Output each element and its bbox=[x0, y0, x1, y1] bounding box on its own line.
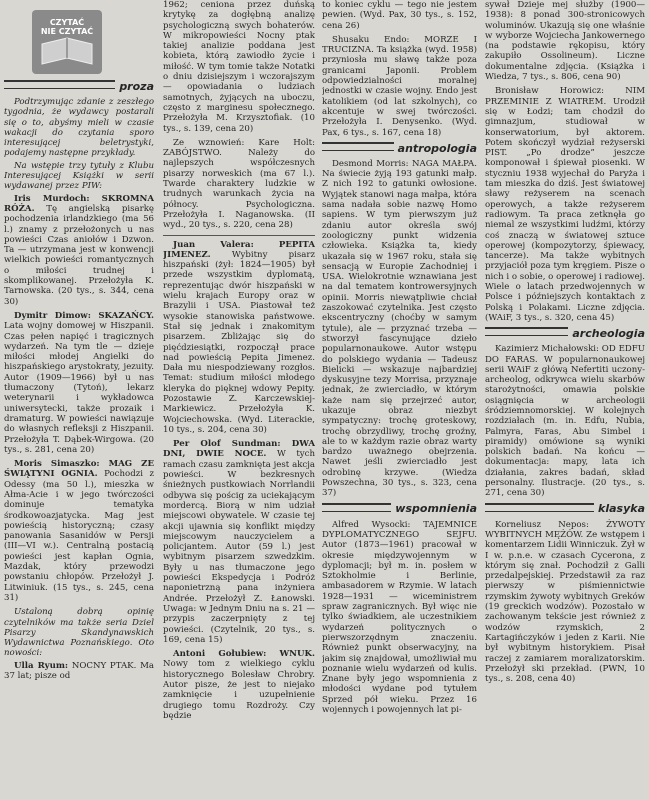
reissue-paragraph: Ze wznowień: Kare Holt: ZABÓJSTWO. Należy do najlepszych współczesnych pisarzy norweskich (ma 67 l.). Twarde charaktery ludzkie w trudnych warunkach życia na północy. Psychologiczna. Przełożyła I. Naganowska. (II wyd., 20 tys., s. 220, cena 28) bbox=[163, 137, 315, 231]
column-4 bbox=[485, 0, 645, 800]
book-entry bbox=[163, 240, 315, 436]
continued-paragraph: 1962; ceniona przez duńską krytykę za dogłębną analizę psychologiczną swych bohaterów. W mikropowieści Nocny ptak takiej analizie poddana jest kobieta, którą zawiodło życie i miłość. W tym tomie także Notatki o dniu dzisiejszym i wczorajszym — opowiadania o ludziach samotnych, żyjących na uboczu, często z marginesu społecznego. Przełożyła M. Krzysztofiak. (10 tys., s. 139, cena 20) bbox=[163, 0, 315, 134]
book-entry bbox=[163, 439, 315, 645]
book-entry: Alfred Wysocki: TAJEMNICE DYPLOMATYCZNEGO SEJFU. Autor (1873—1961) pracował w okresie międzywojennym w dyplomacji; był m. in. posłem w Sztokholmie i Berlinie, ambasadorem w Rzymie. W latach 1928—1931 — wiceministrem spraw zagranicznych. Był więc nie tylko świadkiem, ale uczestnikiem wydarzeń politycznych o pierwszorzędnym znaczeniu. Również punkt obserwacyjny, na jakim się znajdował, umożliwiał mu poznanie wielu wydarzeń od kulis. Znane były jego wspomnienia z młodości wydane pod tytułem Sprzed pół wieku. Przez 16 wojennych i powojennych lat pi- bbox=[322, 519, 477, 715]
entry-body: Tę angielską pisarkę pochodzenia irlandzkiego (ma 56 l.) znamy z przełożonych u nas powieści Czas aniołów i Dzwon. Ta — utrzymana jest w konwencji wielkich powieści romantycznych o miłości trudnej i skomplikowanej. Przełożyła K. Tarnowska. (20 tys., s. 344, cena 30) bbox=[4, 203, 154, 307]
entry-heading: Ulla Ryum: bbox=[14, 660, 69, 671]
column-2 bbox=[163, 0, 315, 800]
section-label: wspomnienia bbox=[395, 502, 477, 516]
book-entry bbox=[163, 649, 315, 721]
continued-paragraph: sywał Dzieje mej służby (1900—1938): 8 ponad 300-stronicowych woluminów. Ukazują się one właśnie w wyborze Wojciecha Jankowernego (na podstawie rękopisu, który zakupiło Ossolineum). Liczne dokumentalne zdjęcia. (Książka i Wiedza, 7 tys., s. 806, cena 90) bbox=[485, 0, 645, 83]
column-3 bbox=[322, 0, 477, 800]
intro-paragraph-2: Na wstępie trzy tytuły z Klubu Interesującej Książki w serii wydawanej przez PIW: bbox=[4, 160, 154, 192]
book-entry: Korneliusz Nepos: ŻYWOTY WYBITNYCH MĘŻÓW. Ze wstępem i komentarzem Lidii Winniczuk. Żył w I w. p.n.e. w czasach Cycerona, z którym się znał. Pochodził z Galli przedalpejskiej. Przedstawił za raz pierwszy w piśmiennictwie rzymskim żywoty wybitnych Greków (19 greckich wodzów). Pozostało w zachowanym tekście jest również z wodzów rzymskich, 2 Kartagińczyków i jeden z Karii. Nie był wybitnym historykiem. Pisał raczej z zamiarem moralizatorskim. Przełożył ski przekład. (PWN, 10 tys., s. 208, cena 40) bbox=[485, 519, 645, 685]
section-header-klasyka bbox=[485, 503, 645, 515]
entry-heading: Juan Valera: PEPITA JIMENEZ. bbox=[163, 239, 315, 260]
entry-body: W tych ramach czasu zamknięta jest akcja powieści. W bezkresnych śnieżnych pustkowiach Norrlandii odbywa się pościg za uciekającym mordercą. Biorą w nim udział miejscowi obywatele. W czasie tej akcji ujawnia się konflikt między miejscowym nauczycielem a policjantem. Autor (59 l.) jest wybitnym pisarzem szwedzkim. Były u nas tłumaczone jego powieści Ekspedycja i Podróż naponietrzną pana inżyniera Andrée. Przełożył Z. Łanowski. Uwaga: w Jednym Dniu na s. 21 — przypis zaczerpnięty z tej powieści. (Czytelnik, 20 tys., s. 169, cena 15) bbox=[163, 449, 315, 645]
entry-body: Lata wojny domowej w Hiszpanii. Czas pełen napięć i tragicznych wydarzeń. Na tym tle — dzieje miłości młodej Angielki do hiszpańskiego arystokraty, jezuity. Autor (1909—1966) był u nas tłumaczony (Tytoń), lekarz weterynarii i wykładowca uniwersytecki, także prozaik i dramaturg. W powieści nawiązuje do własnych refleksji z Hiszpanii. Przełożyła T. Dąbek-Wirgowa. (20 tys., s. 281, cena 20) bbox=[4, 321, 154, 455]
book-entry bbox=[4, 661, 154, 682]
book-entry bbox=[4, 459, 154, 603]
continued-paragraph: to koniec cyklu — tego nie jestem pewien. (Wyd. Pax, 30 tys., s. 152, cena 26) bbox=[322, 0, 477, 31]
entry-heading: Per Olof Sundman: DWA DNI, DWIE NOCE. bbox=[163, 439, 315, 460]
section-header-archeologia bbox=[485, 327, 645, 339]
section-label: proza bbox=[119, 79, 154, 93]
book-entry: Kazimierz Michałowski: OD EDFU DO FARAS. W popularnonaukowej serii WAiF z główą Nefertiti uczony-archeolog, odkrywca wielu skarbów starożytności, omawia polskie osiągnięcia w archeologii śródziemnomorskiej. W kolejnych rozdziałach (m. in. Edfu, Nubia, Palmyra, Faras, Abu Simbel i piramidy) omówione są wyniki polskich badań. Na końcu — dokumentacja: mapy, lata ich działania, zakres badań, skład personalny. Ilustracje. (20 tys., s. 271, cena 30) bbox=[485, 344, 645, 499]
section-label: archeologia bbox=[572, 326, 645, 340]
outro-paragraph: Ustaloną dobrą opinię czytelników ma także seria Dziel Pisarzy Skandynawskich Wydawnictwa Poznańskiego. Oto nowości: bbox=[4, 607, 154, 659]
czytac-logo bbox=[32, 10, 102, 74]
section-label: klasyka bbox=[598, 502, 645, 516]
entry-heading: Moris Simaszko: MAG ZE ŚWIĄTYNI OGNIA. bbox=[4, 459, 154, 480]
entry-body: Pochodzi z Odessy (ma 50 l.), mieszka w Ałma-Acie i w jego twórczości dominuje tematyka środkowoazjatycka. Mag jest powieścią historyczną; czasy panowania Sasanidów w Persji (III—VI w.). Centralną postacią powieści jest kapłan Ognia, Mazdak, który przewodzi powstaniu chłopów. Przełożył J. Litwiniuk. (15 tys., s. 245, cena 31) bbox=[4, 469, 154, 603]
column-1 bbox=[4, 0, 154, 800]
book-entry: Shusaku Endo: MORZE I TRUCIZNA. Ta książka (wyd. 1958) przyniosła mu sławę także poza granicami Japonii. Problem odpowiedzialności moralnej jednostki w czasie wojny. Endo jest katolikiem (od lat szkolnych), co akcentuje w swej twórczości. Przełożyła I. Denysenko. (Wyd. Pax, 6 tys., s. 167, cena 18) bbox=[322, 34, 477, 138]
section-header-wspomnienia bbox=[322, 503, 477, 515]
entry-body: Wybitny pisarz hiszpański (żył: 1824—1905) był przede wszystkim dyplomatą, reprezentując dwór hiszpański w wielu krajach Europy oraz w Brazylii i USA. Piastował też wysokie stanowiska państwowe. Stał się jednak i znakomitym pisarzem. Zbliżając się do pięćdziesiątki, rozpoczął prace nad powieścią Pepita Jimenez. Dała mu niespodziewany rozgłos. Temat: studium miłości młodego kleryka do pięknej wdowy Pepity. Pozostawie Z. Karczewskiej-Markiewicz. Przełożyła K. Wojciechowska. (Wyd. Literackie, 10 tys., s. 204, cena 30) bbox=[163, 249, 315, 435]
entry-body: Nowy tom z wielkiego cyklu historycznego Bolesław Chrobry. Autor pisze, że jest to niejako zamknięcie i uzupełnienie drugiego tomu Rozdroży. Czy będzie bbox=[163, 659, 315, 721]
section-label: antropologia bbox=[397, 141, 477, 155]
entry-heading: Dymitr Dimow: SKAZAŃCY. bbox=[14, 310, 154, 321]
book-entry bbox=[4, 194, 154, 307]
logo-line-1: CZYTAĆ bbox=[49, 18, 85, 27]
section-header-proza bbox=[4, 80, 154, 92]
book-entry: Bronisław Horowicz: NIM PRZEMINIE Z WIATREM. Urodził się w Łodzi; tam chodził do gimnazjum, studiował w konserwatorium, był aktorem. Potem skończył wydział reżyserski PIST. „Po drodze” jeszcze komponował i śpiewał piosenki. W styczniu 1938 wyjechał do Paryża i tam mieszka do dziś. Jest światowej sławy reżyserem na scenach operowych, a także reżyserem radiowym. Ta praca zetknęła go niemal ze wszystkimi ludźmi, którzy coś znaczą w światowej sztuce operowej (kompozytorzy, śpiewacy, tancerze). Ma także wybitnych przyjaciół poza tym kręgiem. Pisze o nich i o sobie, o operowej i radiowej. Wiele o latach przedwojennych w Polsce i późniejszych kontaktach z Polską i Polakami. Liczne zdjęcia. (WAiF, 3 tys., s. 320, cena 45) bbox=[485, 86, 645, 323]
entry-body: NOCNY PTAK. Ma 37 lat; pisze od bbox=[4, 660, 154, 682]
entry-heading: Antoni Gołubiew: WNUK. bbox=[173, 649, 315, 660]
book-entry bbox=[4, 311, 154, 455]
intro-paragraph: Podtrzymując zdanie z zeszłego tygodnia, że wydawcy postarali się o to, abyśmy mieli w czasie wakacji do czytania sporo interesującej beletrystyki, podajemy następne przykłady. bbox=[4, 97, 154, 159]
section-header-antropologia bbox=[322, 142, 477, 154]
divider bbox=[163, 235, 315, 236]
book-entry: Desmond Morris: NAGA MAŁPA. Na świecie żyją 193 gatunki małp. Z nich 192 to gatunki owłosione. Wyjątek stanowi naga małpa, która sama nadała sobie nazwę Homo sapiens. W tym pierwszym już zdaniu autor określa swój zoologiczny punkt widzenia człowieka. Książka ta, kiedy ukazała się w 1967 roku, stała się sensacją w Europie Zachodniej i USA. Wielokrotnie wznawiana jest na dal tematem kontrowersyjnych opinii. Morris niewątpliwie chciał zaszokować czytelnika. Jest często ekscentryczny (choćby w samym tytule), ale — przyznać trzeba — stworzył fascynujące dzieło popularnonaukowe. Autor wstępu do polskiego wydania — Tadeusz Bielicki — wskazuje najbardziej dyskusyjne tezy Morrisa, przyznaje jednak, że zwierciadło, w którym każe nam się przejrzeć autor, ukazuje obraz niezbyt sympatyczny: trochę groteskowy, trochę obrzydliwy, trochę groźny, ale to w każdym razie obraz warty bardzo uważnego obejrzenia. Nawet jeśli zwierciadło jest odrobinę krzywe. (Wiedza Powszechna, 30 tys., s. 323, cena 37) bbox=[322, 158, 477, 499]
logo-line-2: NIE CZYTAĆ bbox=[40, 27, 94, 36]
entry-heading: Iris Murdoch: SKROMNA RÓŻA. bbox=[4, 193, 154, 214]
